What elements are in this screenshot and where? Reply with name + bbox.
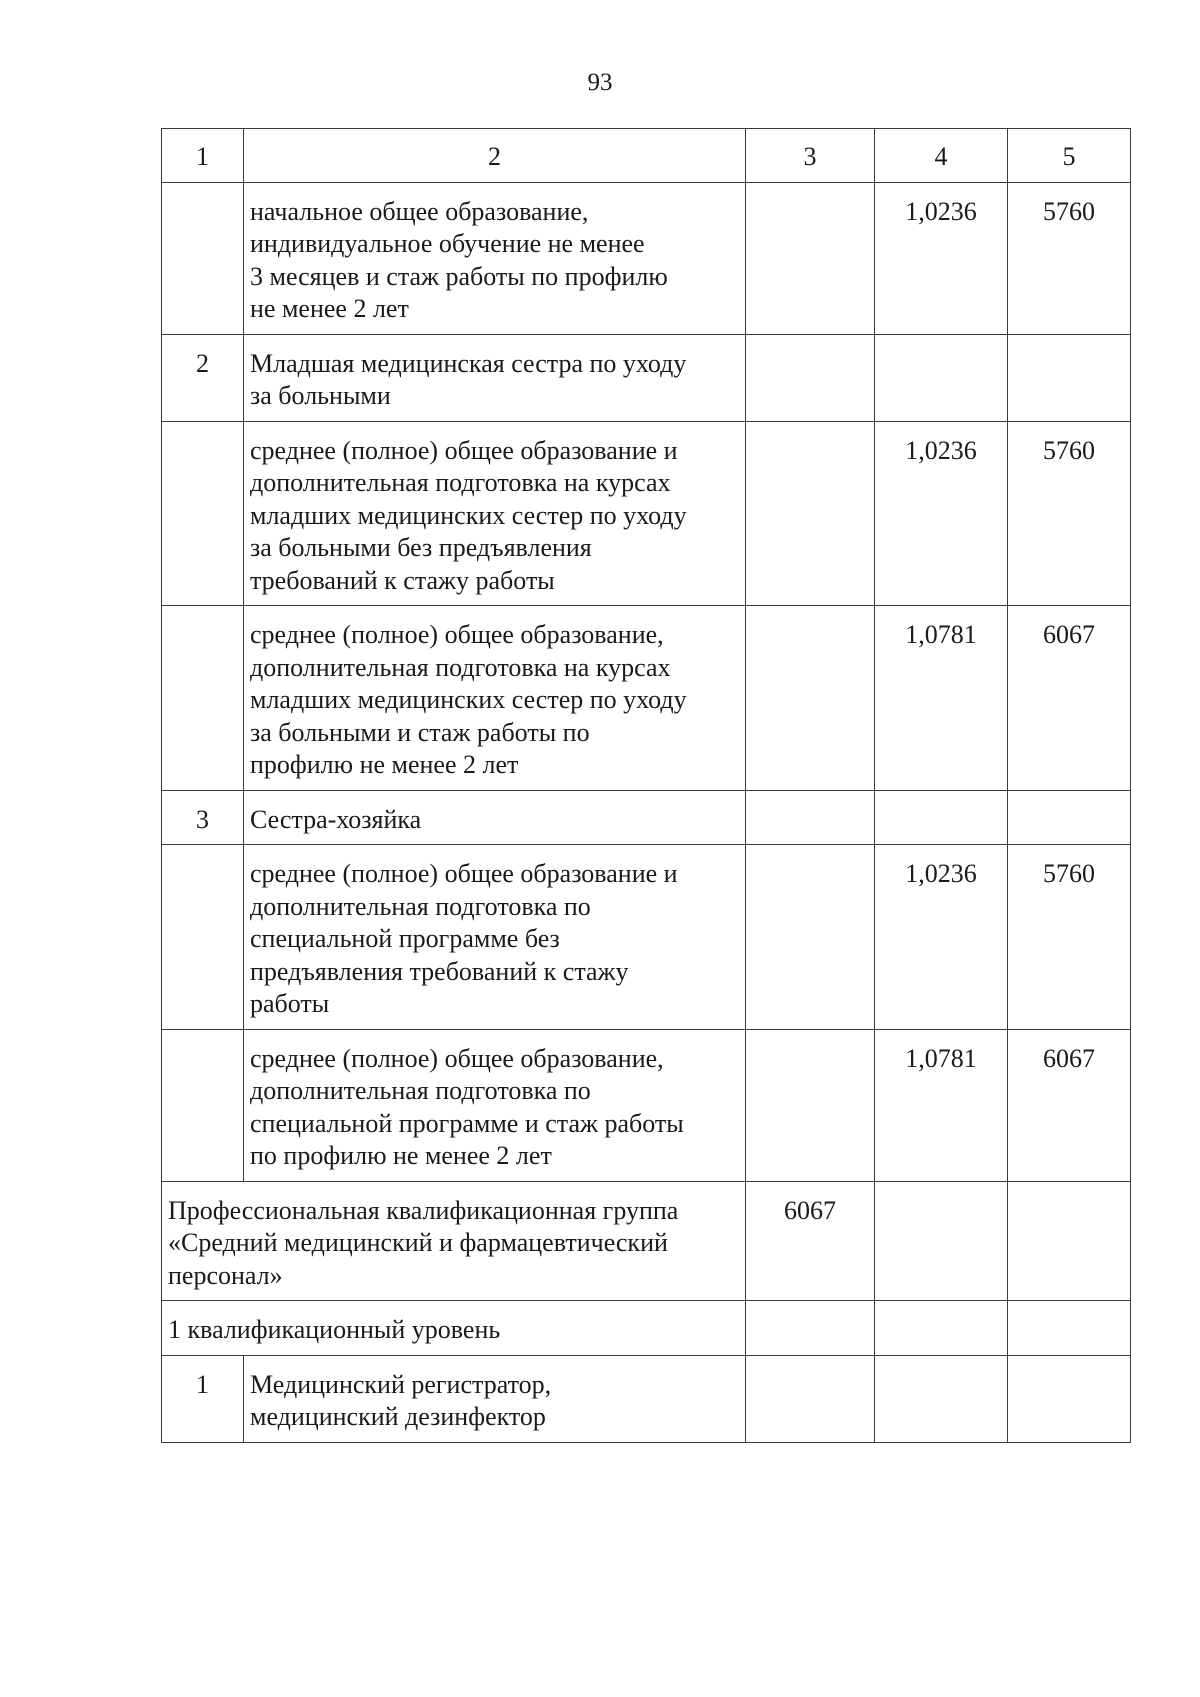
- requirement-text-cell: среднее (полное) общее образование, дополнительная подготовка на курсах младших медицинских сестер по уходу за больными и стаж работы по профилю не менее 2 лет: [244, 606, 746, 791]
- base-salary-cell: [746, 845, 875, 1030]
- coefficient-cell: 1,0236: [875, 182, 1008, 334]
- header-col-2: 2: [244, 129, 746, 183]
- base-salary-cell: [746, 790, 875, 845]
- requirement-text-cell: среднее (полное) общее образование и дополнительная подготовка по специальной программе без предъявления требований к стажу работы: [244, 845, 746, 1030]
- header-col-3: 3: [746, 129, 875, 183]
- group-title-cell: 1 квалификационный уровень: [162, 1301, 746, 1356]
- salary-cell: 6067: [1008, 1029, 1131, 1181]
- page-number: 93: [587, 69, 613, 96]
- row-number-cell: [162, 606, 244, 791]
- header-col-4: 4: [875, 129, 1008, 183]
- requirement-text-cell: среднее (полное) общее образование, дополнительная подготовка по специальной программе и стаж работы по профилю не менее 2 лет: [244, 1029, 746, 1181]
- requirement-row: [162, 182, 1131, 334]
- coefficient-cell: [875, 790, 1008, 845]
- salary-cell: 6067: [1008, 606, 1131, 791]
- header-col-1: 1: [162, 129, 244, 183]
- salary-cell: 5760: [1008, 845, 1131, 1030]
- row-number-cell: [162, 182, 244, 334]
- coefficient-cell: [875, 334, 1008, 421]
- base-salary-cell: 6067: [746, 1181, 875, 1301]
- table-body: [162, 129, 1131, 1443]
- coefficient-cell: 1,0781: [875, 606, 1008, 791]
- row-number-cell: [162, 421, 244, 606]
- salary-cell: [1008, 1181, 1131, 1301]
- row-number-cell: 3: [162, 790, 244, 845]
- position-row: [162, 1355, 1131, 1442]
- base-salary-cell: [746, 421, 875, 606]
- salary-cell: 5760: [1008, 182, 1131, 334]
- group-title-cell: Профессиональная квалификационная группа «Средний медицинский и фармацевтический персонал»: [162, 1181, 746, 1301]
- requirement-row: [162, 421, 1131, 606]
- row-number-cell: 1: [162, 1355, 244, 1442]
- requirement-row: [162, 1029, 1131, 1181]
- group-row: [162, 1181, 1131, 1301]
- salary-cell: [1008, 790, 1131, 845]
- group-row: [162, 1301, 1131, 1356]
- position-title-cell: Сестра-хозяйка: [244, 790, 746, 845]
- salary-cell: 5760: [1008, 421, 1131, 606]
- base-salary-cell: [746, 1301, 875, 1356]
- coefficient-cell: [875, 1355, 1008, 1442]
- table-header-row: [162, 129, 1131, 183]
- requirement-text-cell: начальное общее образование, индивидуальное обучение не менее 3 месяцев и стаж работы по профилю не менее 2 лет: [244, 182, 746, 334]
- row-number-cell: [162, 1029, 244, 1181]
- requirement-row: [162, 845, 1131, 1030]
- position-row: [162, 334, 1131, 421]
- row-number-cell: 2: [162, 334, 244, 421]
- base-salary-cell: [746, 1355, 875, 1442]
- salary-cell: [1008, 334, 1131, 421]
- coefficient-cell: 1,0781: [875, 1029, 1008, 1181]
- coefficient-cell: [875, 1301, 1008, 1356]
- requirement-text-cell: среднее (полное) общее образование и дополнительная подготовка на курсах младших медицинских сестер по уходу за больными без предъявления требований к стажу работы: [244, 421, 746, 606]
- coefficient-cell: 1,0236: [875, 421, 1008, 606]
- salary-cell: [1008, 1355, 1131, 1442]
- position-row: [162, 790, 1131, 845]
- base-salary-cell: [746, 1029, 875, 1181]
- base-salary-cell: [746, 606, 875, 791]
- position-title-cell: Младшая медицинская сестра по уходу за больными: [244, 334, 746, 421]
- coefficient-cell: [875, 1181, 1008, 1301]
- coefficient-cell: 1,0236: [875, 845, 1008, 1030]
- position-title-cell: Медицинский регистратор, медицинский дезинфектор: [244, 1355, 746, 1442]
- requirement-row: [162, 606, 1131, 791]
- base-salary-cell: [746, 182, 875, 334]
- salary-table: [161, 128, 1131, 1443]
- header-col-5: 5: [1008, 129, 1131, 183]
- base-salary-cell: [746, 334, 875, 421]
- row-number-cell: [162, 845, 244, 1030]
- salary-cell: [1008, 1301, 1131, 1356]
